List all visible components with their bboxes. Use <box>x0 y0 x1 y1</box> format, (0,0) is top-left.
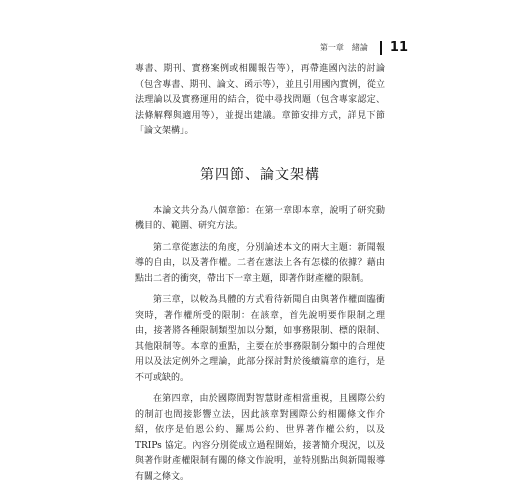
page-number: 11 <box>389 40 408 55</box>
body-paragraph: 在第四章，由於國際間對智慧財產相當重視，且國際公約的制訂也間接影響立法，因此該章對國際公約相關條文作介紹，依序是伯恩公約、羅馬公約、世界著作權公約，以及TRIPs 協定。內容分別從成立過程開始，接著簡介現況，以及與著作財產權限制有關的條文作說明，並特別點出與新聞報導有關之條文。 <box>135 394 385 482</box>
running-header <box>320 40 408 55</box>
body-paragraph: 第二章從憲法的角度，分別論述本文的兩大主題：新聞報導的自由，以及著作權。二者在憲法上各有怎樣的依據？藉由點出二者的衝突，帶出下一章主題，即著作財產權的限制。 <box>135 242 385 284</box>
chapter-label: 第一章 緒論 <box>319 43 368 52</box>
page-body <box>135 62 385 491</box>
header-divider <box>380 41 382 55</box>
section-title: 第四節、論文架構 <box>200 166 320 183</box>
body-paragraph: 第三章，以較為具體的方式看待新聞自由與著作權面臨衝突時，著作權所受的限制：在該章，首先說明要作限制之理由，接著將各種限制類型加以分類，如事務限制、標的限制、其他限制等。本章的重點，主要在於事務限制分類中的合理使用以及法定例外之理論，此部分探討對於後續篇章的進行，是不可或缺的。 <box>135 295 385 383</box>
intro-paragraph: 專書、期刊、實務案例或相關報告等），再帶進國內法的討論（包含專書、期刊、論文、函示等），並且引用國內實例，從立法理論以及實務運用的結合，從中尋找問題（包含專家認定、法條解釋與適用等），並提出建議。章節安排方式，詳見下節「論文架構」。 <box>135 64 385 136</box>
body-paragraph: 本論文共分為八個章節：在第一章即本章，說明了研究動機目的、範圍、研究方法。 <box>135 205 385 231</box>
